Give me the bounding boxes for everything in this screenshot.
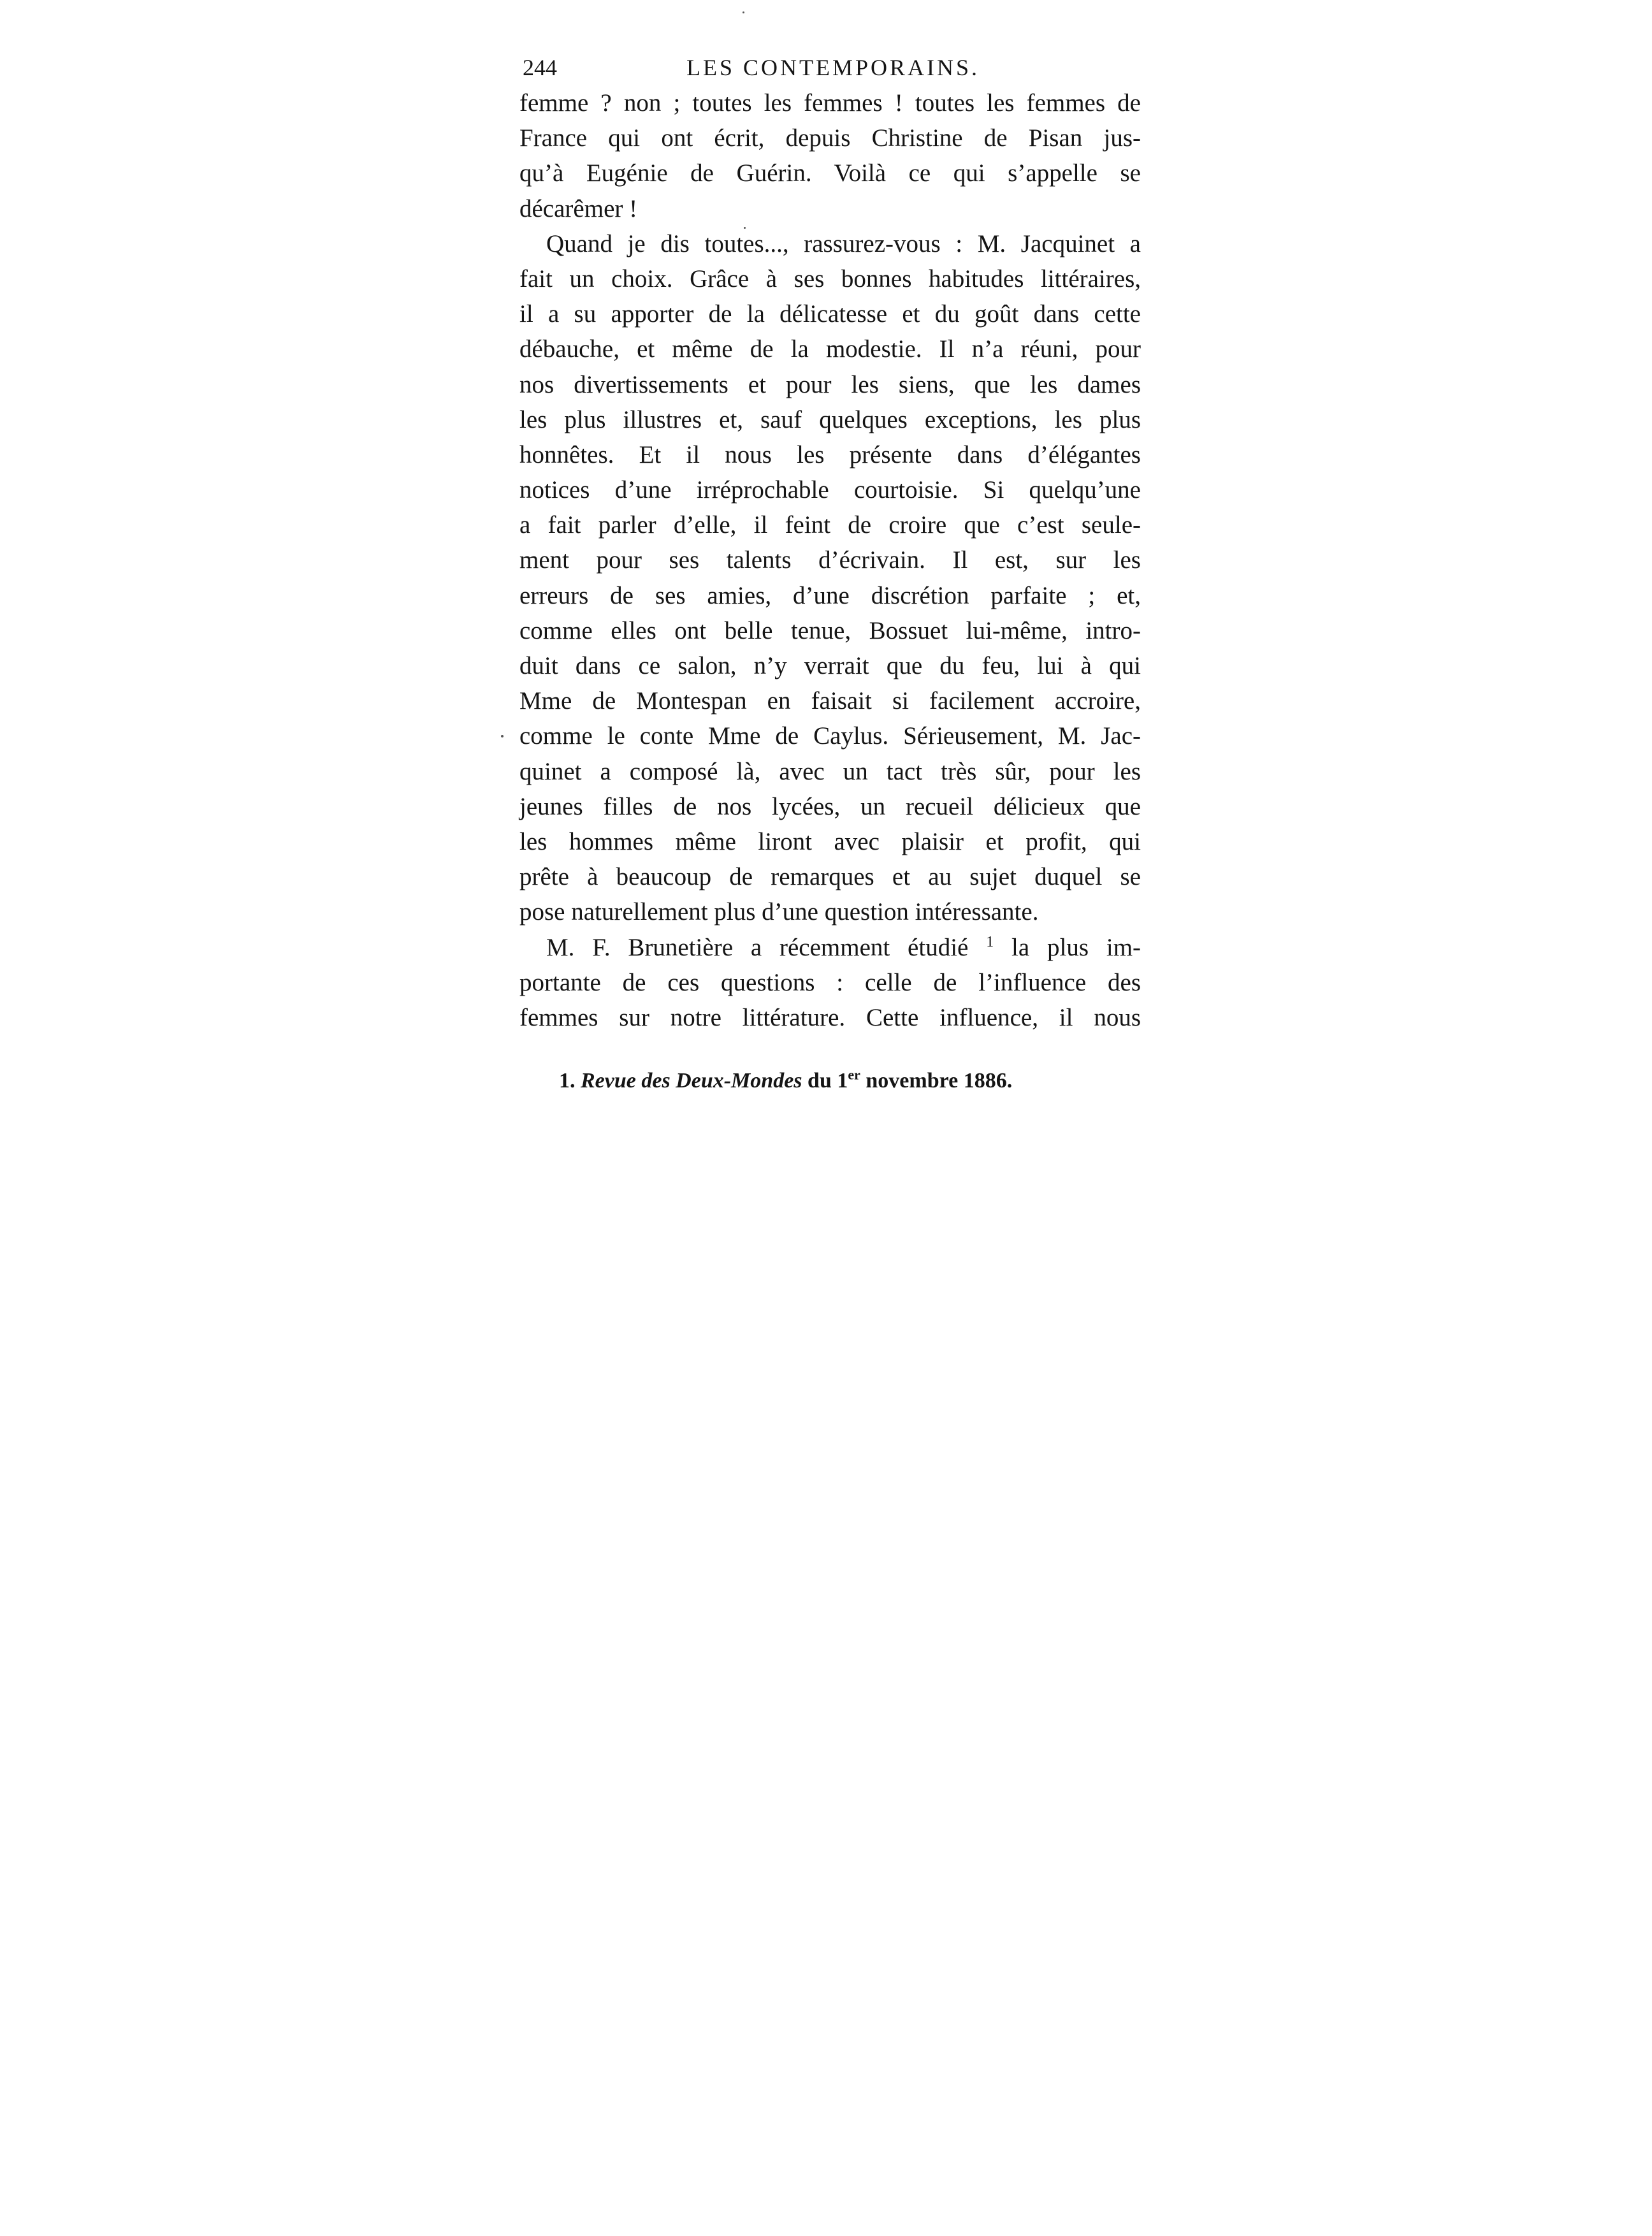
text-fragment: la plus im- [1011,933,1141,961]
text-line: notices d’une irréprochable courtoisie. Si quelqu’une [519,476,1141,504]
text-line: les hommes même liront avec plaisir et profit, qui [519,827,1141,855]
text-line: honnêtes. Et il nous les présente dans d’élégantes [519,440,1141,468]
text-fragment: M. F. Brunetière a récemment étudié [546,933,969,961]
text-line: jeunes filles de nos lycées, un recueil délicieux que [519,792,1141,820]
footnote-reference[interactable]: 1 [986,933,994,950]
text-line: fait un choix. Grâce à ses bonnes habitudes littéraires, [519,265,1141,293]
text-line: France qui ont écrit, depuis Christine de Pisan jus- [519,124,1141,152]
text-line: les plus illustres et, sauf quelques exceptions, les plus [519,405,1141,433]
footnote-date-prefix: du 1 [808,1069,848,1093]
text-line: comme le conte Mme de Caylus. Sérieusement, M. Jac- [519,722,1141,750]
text-line: femmes sur notre littérature. Cette influence, il nous [519,1003,1141,1031]
body-text [519,85,1141,1035]
text-line: décarêmer ! [519,194,638,222]
text-line: nos divertissements et pour les siens, que les dames [519,370,1141,398]
text-line: Mme de Montespan en faisait si facilement accroire, [519,687,1141,715]
footnote-date-suffix: novembre 1886. [866,1069,1013,1093]
text-line: quinet a composé là, avec un tact très sûr, pour les [519,757,1141,785]
text-line: erreurs de ses amies, d’une discrétion parfaite ; et, [519,581,1141,609]
running-title: LES CONTEMPORAINS. [686,55,980,80]
text-line: il a su apporter de la délicatesse et du goût dans cette [519,300,1141,328]
text-line: femme ? non ; toutes les femmes ! toutes les femmes de [519,89,1141,117]
text-line: duit dans ce salon, n’y verrait que du feu, lui à qui [519,652,1141,679]
text-line: comme elles ont belle tenue, Bossuet lui-même, intro- [519,616,1141,644]
running-head [519,50,1141,85]
text-line: ment pour ses talents d’écrivain. Il est, sur les [519,546,1141,574]
text-line: a fait parler d’elle, il feint de croire que c’est seule- [519,511,1141,539]
print-speck [501,735,504,737]
text-line: pose naturellement plus d’une question intéressante. [519,898,1039,926]
text-line: débauche, et même de la modestie. Il n’a réuni, pour [519,335,1141,363]
text-line [519,930,1141,965]
text-line: qu’à Eugénie de Guérin. Voilà ce qui s’appelle se [519,159,1141,187]
text-line: portante de ces questions : celle de l’influence des [519,968,1141,996]
page-number: 244 [523,55,557,80]
footnote-journal: Revue des Deux-Mondes [581,1069,802,1093]
footnote [559,1066,1012,1096]
footnote-date-sup: er [848,1066,860,1083]
text-line: Quand je dis toutes..., rassurez-vous : M. Jacquinet a [546,229,1141,258]
text-line: prête à beaucoup de remarques et au sujet duquel se [519,863,1141,891]
print-speck [743,11,744,13]
footnote-number: 1. [559,1069,576,1093]
page-text-block [519,50,1141,1035]
print-speck [744,227,746,229]
